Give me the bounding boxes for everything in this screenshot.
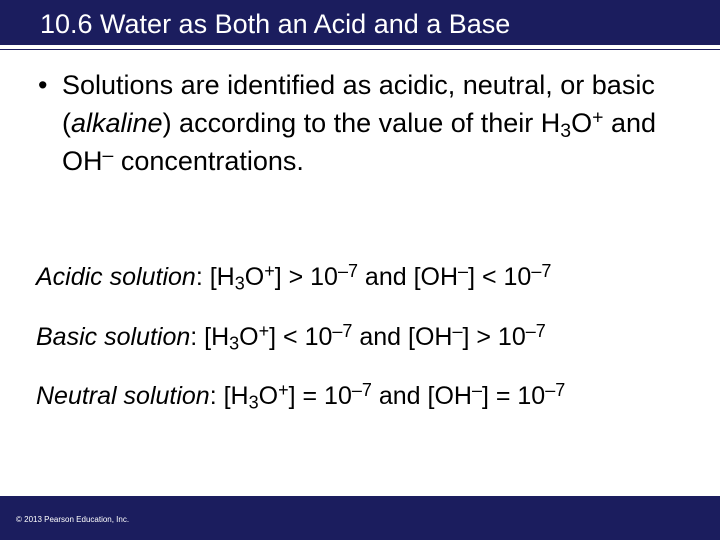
definition-text: ] = 10	[288, 382, 352, 410]
slide-title: 10.6 Water as Both an Acid and a Base	[40, 9, 511, 39]
bullet-text	[62, 66, 682, 180]
copyright-notice: © 2013 Pearson Education, Inc.	[16, 515, 130, 524]
definition-text: ] < 10	[269, 323, 333, 351]
oxygen-symbol: O	[239, 323, 259, 351]
acidic-definition	[36, 262, 551, 292]
footer-bar	[0, 496, 720, 540]
bullet-text-part: and OH	[62, 108, 657, 176]
bullet-italic-term: alkaline	[71, 108, 163, 138]
definition-text: ] > 10	[274, 263, 338, 291]
definition-term: Neutral solution	[36, 382, 210, 410]
superscript-plus: +	[258, 320, 270, 341]
definition-text: : [H	[190, 323, 230, 351]
oxygen-symbol: O	[258, 382, 279, 410]
definition-text: and [OH	[357, 263, 459, 291]
superscript-minus: –	[471, 379, 482, 400]
definition-text: : [H	[209, 382, 249, 410]
definition-text: and [OH	[352, 323, 453, 351]
superscript-minus: –	[458, 260, 469, 281]
superscript-plus: +	[264, 260, 275, 281]
bullet-marker: •	[38, 70, 48, 100]
subscript-3: 3	[248, 392, 259, 413]
superscript-minus: –	[452, 320, 463, 341]
subscript-3: 3	[560, 119, 572, 142]
definition-text: ] > 10	[462, 323, 526, 351]
superscript-plus: +	[592, 106, 604, 129]
oxygen-symbol: O	[571, 108, 593, 138]
definition-text: ] < 10	[468, 263, 532, 291]
definition-text: and [OH	[371, 382, 472, 410]
exponent: –7	[545, 379, 566, 400]
exponent: –7	[337, 260, 358, 281]
superscript-plus: +	[278, 379, 289, 400]
bullet-text-part: ) according to the value of their H	[162, 108, 561, 138]
definition-term: Basic solution	[36, 323, 191, 351]
definition-text: : [H	[195, 263, 235, 291]
definition-text: ] = 10	[481, 382, 546, 410]
exponent: –7	[332, 320, 353, 341]
basic-definition	[36, 322, 546, 352]
subscript-3: 3	[229, 333, 240, 354]
oxygen-symbol: O	[244, 263, 265, 291]
title-accent-line	[0, 45, 720, 49]
exponent: –7	[531, 260, 552, 281]
definition-term: Acidic solution	[36, 263, 196, 291]
title-bar	[0, 0, 720, 50]
superscript-minus: –	[102, 144, 114, 167]
exponent: –7	[351, 379, 372, 400]
exponent: –7	[525, 320, 546, 341]
bullet-text-part: Solutions are identified as acidic, neutral, or basic (	[62, 70, 655, 138]
subscript-3: 3	[234, 273, 245, 294]
bullet-text-part: concentrations.	[113, 146, 304, 176]
neutral-definition	[36, 381, 565, 411]
